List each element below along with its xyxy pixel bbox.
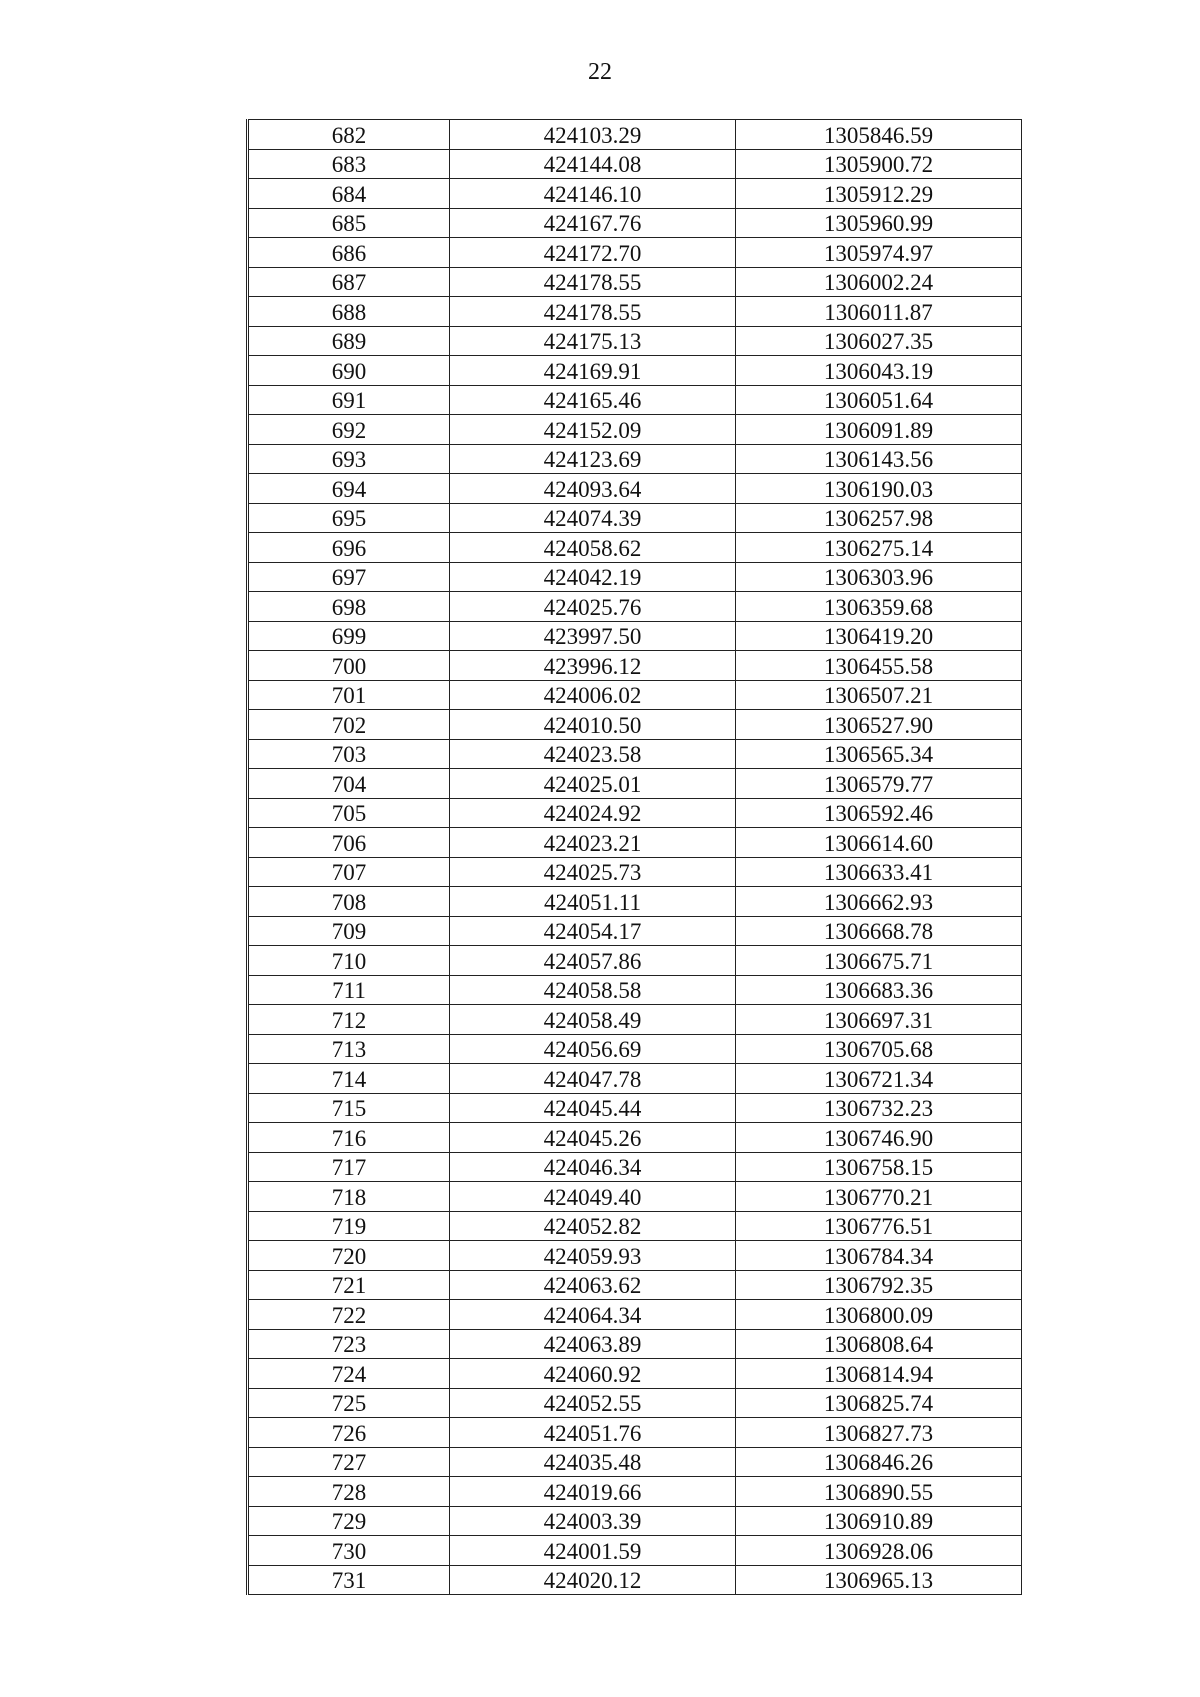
x-coordinate-cell: 424172.70 [450,238,736,268]
x-coordinate-cell: 424146.10 [450,179,736,209]
y-coordinate-cell: 1306257.98 [736,503,1022,533]
point-number-cell: 713 [248,1034,450,1064]
y-coordinate-cell: 1306143.56 [736,444,1022,474]
point-number-cell: 725 [248,1388,450,1418]
table-row [248,1506,1022,1536]
table-row [248,975,1022,1005]
x-coordinate-cell: 424006.02 [450,680,736,710]
y-coordinate-cell: 1306827.73 [736,1418,1022,1448]
y-coordinate-cell: 1306846.26 [736,1447,1022,1477]
table-row [248,562,1022,592]
y-coordinate-cell: 1306800.09 [736,1300,1022,1330]
y-coordinate-cell: 1306808.64 [736,1329,1022,1359]
x-coordinate-cell: 424060.92 [450,1359,736,1389]
point-number-cell: 715 [248,1093,450,1123]
y-coordinate-cell: 1306051.64 [736,385,1022,415]
table-row [248,415,1022,445]
table-row [248,710,1022,740]
x-coordinate-cell: 424152.09 [450,415,736,445]
x-coordinate-cell: 424049.40 [450,1182,736,1212]
y-coordinate-cell: 1306784.34 [736,1241,1022,1271]
point-number-cell: 721 [248,1270,450,1300]
point-number-cell: 714 [248,1064,450,1094]
table-row [248,1123,1022,1153]
y-coordinate-cell: 1305974.97 [736,238,1022,268]
y-coordinate-cell: 1306928.06 [736,1536,1022,1566]
y-coordinate-cell: 1306792.35 [736,1270,1022,1300]
y-coordinate-cell: 1306565.34 [736,739,1022,769]
x-coordinate-cell: 424144.08 [450,149,736,179]
x-coordinate-cell: 424010.50 [450,710,736,740]
y-coordinate-cell: 1306091.89 [736,415,1022,445]
x-coordinate-cell: 424063.62 [450,1270,736,1300]
coordinates-table [246,119,1022,1595]
x-coordinate-cell: 424056.69 [450,1034,736,1064]
y-coordinate-cell: 1306303.96 [736,562,1022,592]
table-row [248,1300,1022,1330]
table-row [248,739,1022,769]
table-row [248,1329,1022,1359]
point-number-cell: 716 [248,1123,450,1153]
point-number-cell: 724 [248,1359,450,1389]
x-coordinate-cell: 424178.55 [450,267,736,297]
table-row [248,444,1022,474]
table-row [248,680,1022,710]
point-number-cell: 685 [248,208,450,238]
point-number-cell: 712 [248,1005,450,1035]
y-coordinate-cell: 1306614.60 [736,828,1022,858]
table-row [248,1270,1022,1300]
table-row [248,1447,1022,1477]
x-coordinate-cell: 424020.12 [450,1565,736,1595]
y-coordinate-cell: 1306758.15 [736,1152,1022,1182]
y-coordinate-cell: 1306579.77 [736,769,1022,799]
y-coordinate-cell: 1306592.46 [736,798,1022,828]
table-row [248,326,1022,356]
x-coordinate-cell: 424058.62 [450,533,736,563]
x-coordinate-cell: 424045.26 [450,1123,736,1153]
table-row [248,120,1022,150]
y-coordinate-cell: 1306027.35 [736,326,1022,356]
x-coordinate-cell: 424025.73 [450,857,736,887]
x-coordinate-cell: 423997.50 [450,621,736,651]
x-coordinate-cell: 424057.86 [450,946,736,976]
x-coordinate-cell: 424024.92 [450,798,736,828]
point-number-cell: 689 [248,326,450,356]
point-number-cell: 719 [248,1211,450,1241]
point-number-cell: 717 [248,1152,450,1182]
y-coordinate-cell: 1306675.71 [736,946,1022,976]
point-number-cell: 696 [248,533,450,563]
table-row [248,1477,1022,1507]
table-row [248,769,1022,799]
y-coordinate-cell: 1306746.90 [736,1123,1022,1153]
x-coordinate-cell: 424165.46 [450,385,736,415]
table-row [248,1005,1022,1035]
x-coordinate-cell: 424025.01 [450,769,736,799]
table-row [248,385,1022,415]
x-coordinate-cell: 424123.69 [450,444,736,474]
point-number-cell: 728 [248,1477,450,1507]
x-coordinate-cell: 424064.34 [450,1300,736,1330]
point-number-cell: 695 [248,503,450,533]
point-number-cell: 723 [248,1329,450,1359]
x-coordinate-cell: 424047.78 [450,1064,736,1094]
point-number-cell: 700 [248,651,450,681]
table-row [248,1536,1022,1566]
table-row [248,1034,1022,1064]
point-number-cell: 683 [248,149,450,179]
point-number-cell: 699 [248,621,450,651]
point-number-cell: 709 [248,916,450,946]
y-coordinate-cell: 1306668.78 [736,916,1022,946]
table-row [248,179,1022,209]
y-coordinate-cell: 1306721.34 [736,1064,1022,1094]
x-coordinate-cell: 424051.11 [450,887,736,917]
point-number-cell: 710 [248,946,450,976]
table-row [248,592,1022,622]
table-row [248,208,1022,238]
table-row [248,798,1022,828]
coordinates-table-body [248,120,1022,1595]
point-number-cell: 722 [248,1300,450,1330]
table-row [248,887,1022,917]
table-row [248,1418,1022,1448]
y-coordinate-cell: 1306190.03 [736,474,1022,504]
y-coordinate-cell: 1306770.21 [736,1182,1022,1212]
x-coordinate-cell: 424025.76 [450,592,736,622]
y-coordinate-cell: 1306507.21 [736,680,1022,710]
table-row [248,503,1022,533]
y-coordinate-cell: 1305960.99 [736,208,1022,238]
y-coordinate-cell: 1305900.72 [736,149,1022,179]
y-coordinate-cell: 1306662.93 [736,887,1022,917]
x-coordinate-cell: 424059.93 [450,1241,736,1271]
x-coordinate-cell: 424052.82 [450,1211,736,1241]
point-number-cell: 682 [248,120,450,150]
point-number-cell: 701 [248,680,450,710]
point-number-cell: 706 [248,828,450,858]
point-number-cell: 684 [248,179,450,209]
point-number-cell: 688 [248,297,450,327]
y-coordinate-cell: 1306359.68 [736,592,1022,622]
y-coordinate-cell: 1306419.20 [736,621,1022,651]
x-coordinate-cell: 424052.55 [450,1388,736,1418]
point-number-cell: 704 [248,769,450,799]
table-row [248,533,1022,563]
y-coordinate-cell: 1305912.29 [736,179,1022,209]
point-number-cell: 718 [248,1182,450,1212]
page-number: 22 [588,59,612,85]
point-number-cell: 707 [248,857,450,887]
y-coordinate-cell: 1306527.90 [736,710,1022,740]
y-coordinate-cell: 1306002.24 [736,267,1022,297]
y-coordinate-cell: 1306633.41 [736,857,1022,887]
table-row [248,474,1022,504]
y-coordinate-cell: 1306011.87 [736,297,1022,327]
point-number-cell: 703 [248,739,450,769]
point-number-cell: 720 [248,1241,450,1271]
y-coordinate-cell: 1306965.13 [736,1565,1022,1595]
table-row [248,1565,1022,1595]
x-coordinate-cell: 424042.19 [450,562,736,592]
y-coordinate-cell: 1306697.31 [736,1005,1022,1035]
table-row [248,1211,1022,1241]
point-number-cell: 692 [248,415,450,445]
point-number-cell: 726 [248,1418,450,1448]
point-number-cell: 693 [248,444,450,474]
point-number-cell: 705 [248,798,450,828]
y-coordinate-cell: 1306825.74 [736,1388,1022,1418]
x-coordinate-cell: 424051.76 [450,1418,736,1448]
table-row [248,621,1022,651]
point-number-cell: 691 [248,385,450,415]
point-number-cell: 697 [248,562,450,592]
x-coordinate-cell: 424045.44 [450,1093,736,1123]
x-coordinate-cell: 424054.17 [450,916,736,946]
x-coordinate-cell: 424103.29 [450,120,736,150]
point-number-cell: 687 [248,267,450,297]
x-coordinate-cell: 423996.12 [450,651,736,681]
y-coordinate-cell: 1306910.89 [736,1506,1022,1536]
point-number-cell: 711 [248,975,450,1005]
point-number-cell: 730 [248,1536,450,1566]
point-number-cell: 694 [248,474,450,504]
table-row [248,857,1022,887]
x-coordinate-cell: 424035.48 [450,1447,736,1477]
point-number-cell: 690 [248,356,450,386]
point-number-cell: 731 [248,1565,450,1595]
table-row [248,267,1022,297]
x-coordinate-cell: 424023.21 [450,828,736,858]
table-row [248,651,1022,681]
y-coordinate-cell: 1306275.14 [736,533,1022,563]
x-coordinate-cell: 424058.58 [450,975,736,1005]
y-coordinate-cell: 1306814.94 [736,1359,1022,1389]
x-coordinate-cell: 424058.49 [450,1005,736,1035]
y-coordinate-cell: 1306776.51 [736,1211,1022,1241]
point-number-cell: 698 [248,592,450,622]
table-row [248,149,1022,179]
y-coordinate-cell: 1306043.19 [736,356,1022,386]
table-row [248,1359,1022,1389]
table-row [248,1182,1022,1212]
y-coordinate-cell: 1306705.68 [736,1034,1022,1064]
point-number-cell: 727 [248,1447,450,1477]
x-coordinate-cell: 424019.66 [450,1477,736,1507]
y-coordinate-cell: 1306455.58 [736,651,1022,681]
y-coordinate-cell: 1306732.23 [736,1093,1022,1123]
x-coordinate-cell: 424003.39 [450,1506,736,1536]
table-row [248,297,1022,327]
x-coordinate-cell: 424046.34 [450,1152,736,1182]
x-coordinate-cell: 424167.76 [450,208,736,238]
y-coordinate-cell: 1306890.55 [736,1477,1022,1507]
y-coordinate-cell: 1306683.36 [736,975,1022,1005]
x-coordinate-cell: 424063.89 [450,1329,736,1359]
table-row [248,238,1022,268]
table-row [248,1152,1022,1182]
table-row [248,946,1022,976]
y-coordinate-cell: 1305846.59 [736,120,1022,150]
point-number-cell: 702 [248,710,450,740]
x-coordinate-cell: 424023.58 [450,739,736,769]
table-row [248,1064,1022,1094]
table-row [248,1388,1022,1418]
point-number-cell: 708 [248,887,450,917]
x-coordinate-cell: 424178.55 [450,297,736,327]
x-coordinate-cell: 424001.59 [450,1536,736,1566]
table-row [248,356,1022,386]
x-coordinate-cell: 424074.39 [450,503,736,533]
x-coordinate-cell: 424175.13 [450,326,736,356]
table-row [248,916,1022,946]
point-number-cell: 686 [248,238,450,268]
x-coordinate-cell: 424169.91 [450,356,736,386]
point-number-cell: 729 [248,1506,450,1536]
x-coordinate-cell: 424093.64 [450,474,736,504]
table-row [248,1241,1022,1271]
table-row [248,1093,1022,1123]
table-row [248,828,1022,858]
